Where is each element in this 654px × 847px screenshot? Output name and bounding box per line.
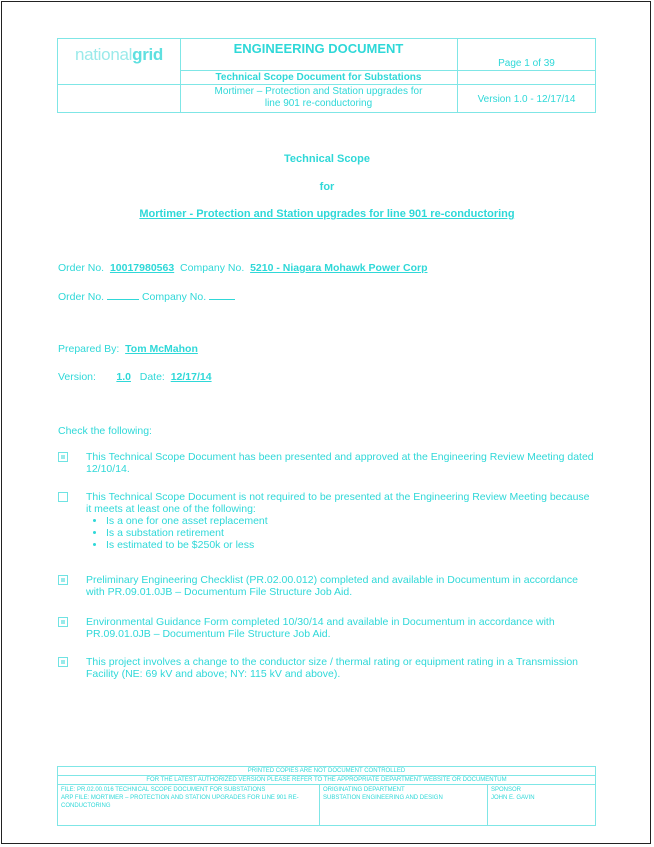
checkbox-not-required[interactable] (58, 492, 68, 502)
version-date: Version 1.0 - 12/17/14 (477, 94, 576, 105)
bullet-item: • Is a substation retirement (106, 527, 596, 539)
scope-title: Technical Scope (284, 153, 370, 165)
national-grid-logo: nationalgrid (74, 45, 164, 64)
date-value: 12/17/14 (170, 371, 212, 383)
bullet-item: • Is estimated to be $250k or less (106, 539, 596, 551)
version-line: Version: 1.0 Date: 12/17/14 (58, 371, 212, 383)
scope-project: Mortimer - Protection and Station upgrades for line 901 re-conductoring (139, 208, 515, 220)
document-title: Technical Scope Document for Substations (215, 72, 422, 83)
scope-for: for (319, 181, 335, 193)
checklist-item-1: This Technical Scope Document has been presented and approved at the Engineering Review Meeting dated 12/10/14. (86, 451, 594, 475)
checklist-item-2: This Technical Scope Document is not required to be presented at the Engineering Review Meeting because it meets at least one of the following: • Is a one for one asset replacement • Is a substation retirement • Is estimated to be $250k or less (86, 491, 596, 551)
order-number: 10017980563 (109, 262, 175, 274)
checklist-heading: Check the following: (58, 425, 152, 437)
checklist-item-3: Preliminary Engineering Checklist (PR.02.00.012) completed and available in Documentum in accordance with PR.09.01.0JB – Documentum File Structure Job Aid. (86, 574, 579, 598)
bullet-item: • Is a one for one asset replacement (106, 515, 596, 527)
footer-notice-2: FOR THE LATEST AUTHORIZED VERSION PLEASE REFER TO THE APPROPRIATE DEPARTMENT WEBSITE OR DOCUMENTUM (58, 776, 595, 785)
version-value: 1.0 (116, 371, 131, 383)
order-line-1: Order No. 10017980563 Company No. 5210 - Niagara Mohawk Power Corp (58, 262, 428, 274)
checklist-item-4: Environmental Guidance Form completed 10/30/14 and available in Documentum in accordance with PR.09.01.0JB – Documentum File Structure Job Aid. (86, 616, 555, 640)
prepared-by-line: Prepared By: Tom McMahon (58, 343, 198, 355)
document-footer (57, 766, 596, 826)
page-number: Page 1 of 39 (498, 58, 555, 69)
footer-file-info: FILE: PR.02.00.016 TECHNICAL SCOPE DOCUMENT FOR SUBSTATIONS ARP FILE: MORTIMER – PROTECTION AND STATION UPGRADES FOR LINE 901 RE-CONDUCTORING (58, 785, 320, 825)
checkbox-prelim-checklist[interactable] (58, 575, 68, 585)
checklist-item-5: This project involves a change to the conductor size / thermal rating or equipment rating in a Transmission Facility (NE: 69 kV and above; NY: 115 kV and above). (86, 656, 578, 680)
footer-sponsor: SPONSOR JOHN E. GAVIN (491, 787, 535, 801)
footer-notice-1: PRINTED COPIES ARE NOT DOCUMENT CONTROLLED (58, 767, 595, 776)
checkbox-conductor-change[interactable] (58, 657, 68, 667)
document-type: ENGINEERING DOCUMENT (233, 41, 404, 56)
page-frame (1, 1, 651, 844)
order-line-2: Order No. Company No. (58, 290, 235, 303)
company-number: 5210 - Niagara Mohawk Power Corp (250, 262, 428, 274)
checkbox-environmental[interactable] (58, 617, 68, 627)
prepared-by-value: Tom McMahon (125, 343, 198, 355)
checkbox-approved[interactable] (58, 452, 68, 462)
project-name: Mortimer – Protection and Station upgrades for line 901 re-conductoring (214, 86, 423, 109)
footer-department: ORIGINATING DEPARTMENT SUBSTATION ENGINEERING AND DESIGN (320, 785, 488, 825)
document-header (57, 38, 596, 113)
